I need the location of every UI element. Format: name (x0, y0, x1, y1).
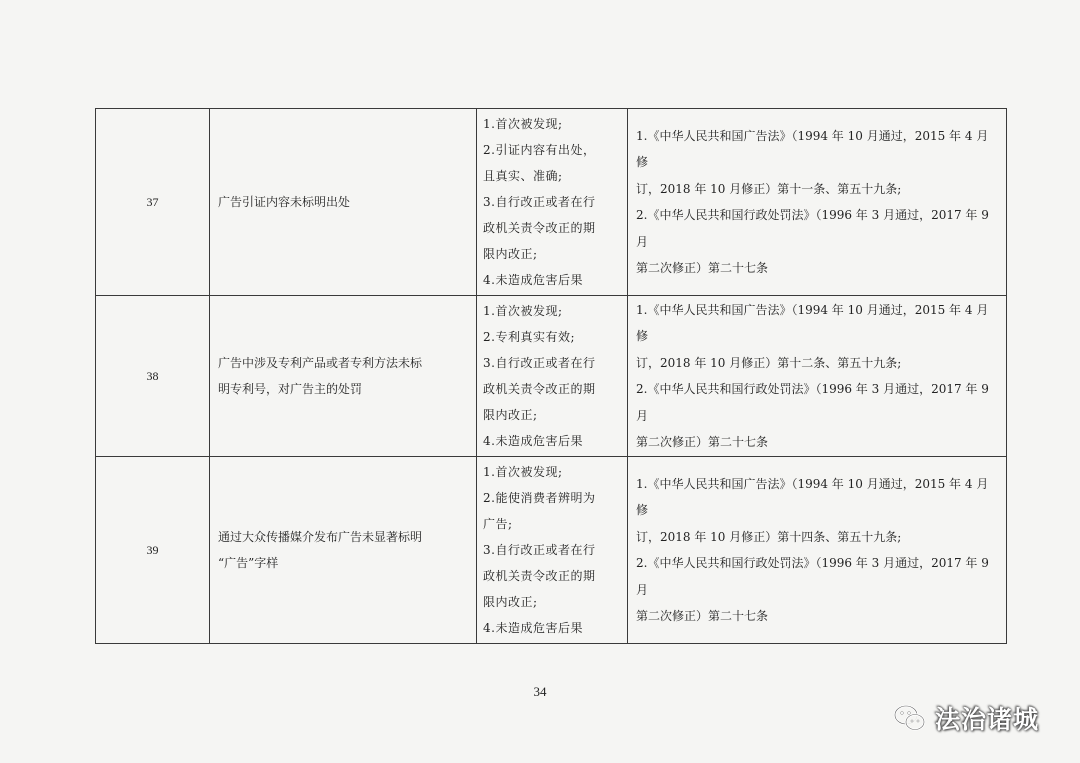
watermark-text: 法治诸城 (935, 705, 1040, 734)
table-row (96, 457, 1007, 644)
basis-line: 订，2018 年 10 月修正）第十一条、第五十九条; (636, 181, 902, 196)
condition-line: 3.自行改正或者在行 (483, 543, 596, 557)
table-row (96, 109, 1007, 296)
basis-line: 2.《中华人民共和国行政处罚法》（1996 年 3 月通过，2017 年 9 月 (636, 208, 989, 249)
condition-line: 广告; (483, 517, 513, 531)
condition-line: 2.引证内容有出处， (483, 143, 596, 157)
item-line: “广告”字样 (218, 556, 279, 570)
item-description (210, 296, 477, 457)
item-line: 明专利号，对广告主的处罚 (218, 382, 363, 396)
legal-basis-cell (628, 109, 1007, 296)
condition-line: 限内改正; (483, 247, 538, 261)
regulation-table (95, 108, 1007, 644)
conditions-cell (477, 457, 628, 644)
basis-line: 1.《中华人民共和国广告法》（1994 年 10 月通过，2015 年 4 月修 (636, 128, 989, 169)
basis-line: 订，2018 年 10 月修正）第十二条、第五十九条; (636, 355, 902, 370)
conditions-cell (477, 296, 628, 457)
row-number: 37 (96, 109, 210, 296)
basis-line: 订，2018 年 10 月修正）第十四条、第五十九条; (636, 529, 902, 544)
item-description (210, 457, 477, 644)
condition-line: 政机关责令改正的期 (483, 221, 596, 235)
wechat-icon (893, 703, 927, 733)
legal-basis-cell (628, 296, 1007, 457)
condition-line: 政机关责令改正的期 (483, 382, 596, 396)
condition-line: 3.自行改正或者在行 (483, 195, 596, 209)
row-number: 38 (96, 296, 210, 457)
watermark (893, 700, 1039, 736)
condition-line: 4.未造成危害后果 (483, 273, 583, 287)
item-description: 广告引证内容未标明出处 (210, 109, 477, 296)
condition-line: 2.能使消费者辨明为 (483, 491, 596, 505)
conditions-cell (477, 109, 628, 296)
condition-line: 1.首次被发现; (483, 465, 563, 479)
legal-basis-cell (628, 457, 1007, 644)
basis-line: 第二次修正）第二十七条 (636, 609, 769, 623)
condition-line: 1.首次被发现; (483, 304, 563, 318)
condition-line: 2.专利真实有效; (483, 330, 575, 344)
table-row (96, 296, 1007, 457)
condition-line: 3.自行改正或者在行 (483, 356, 596, 370)
basis-line: 1.《中华人民共和国广告法》（1994 年 10 月通过，2015 年 4 月修 (636, 302, 989, 343)
page-number: 34 (533, 684, 547, 699)
condition-line: 政机关责令改正的期 (483, 569, 596, 583)
condition-line: 4.未造成危害后果 (483, 621, 583, 635)
item-line: 广告中涉及专利产品或者专利方法未标 (218, 356, 423, 370)
condition-line: 且真实、准确; (483, 169, 563, 183)
basis-line: 第二次修正）第二十七条 (636, 261, 769, 275)
condition-line: 4.未造成危害后果 (483, 434, 583, 448)
basis-line: 2.《中华人民共和国行政处罚法》（1996 年 3 月通过，2017 年 9 月 (636, 556, 989, 597)
basis-line: 1.《中华人民共和国广告法》（1994 年 10 月通过，2015 年 4 月修 (636, 476, 989, 517)
condition-line: 限内改正; (483, 408, 538, 422)
basis-line: 第二次修正）第二十七条 (636, 435, 769, 449)
item-line: 通过大众传播媒介发布广告未显著标明 (218, 530, 423, 544)
basis-line: 2.《中华人民共和国行政处罚法》（1996 年 3 月通过，2017 年 9 月 (636, 382, 989, 423)
row-number: 39 (96, 457, 210, 644)
condition-line: 1.首次被发现; (483, 117, 563, 131)
condition-line: 限内改正; (483, 595, 538, 609)
